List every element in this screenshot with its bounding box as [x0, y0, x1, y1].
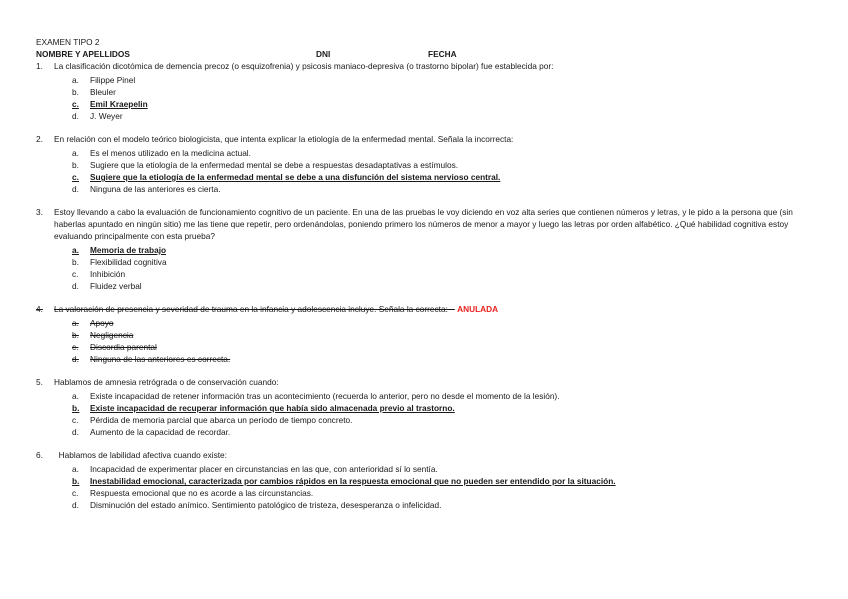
- options-list: [36, 147, 816, 195]
- question-number: 3.: [36, 207, 43, 217]
- option-b: [72, 329, 816, 341]
- exam-title: EXAMEN TIPO 2: [36, 37, 100, 47]
- question-5: [36, 376, 816, 438]
- dni-label: DNI: [316, 49, 331, 59]
- option-d: [72, 110, 816, 122]
- question-number: 5.: [36, 377, 43, 387]
- question-text: Estoy llevando a cabo la evaluación de funcionamiento cognitivo de un paciente. En una de las pruebas le voy diciendo en voz alta series que contienen números y letras, y le pido a la persona que (sin haberlas apuntado en ningún sitio) me las tiene que repetir, pero ordenándolas, poniendo primero los números de menor a mayor y luego las letras por orden alfabético. ¿Qué habilidad cognitiva estoy evaluando principalmente con esta prueba?: [54, 207, 793, 241]
- option-letter: b.: [72, 257, 79, 267]
- option-a: [72, 147, 816, 159]
- option-text: Ninguna de las anteriores es cierta.: [90, 184, 221, 194]
- option-text: Flexibilidad cognitiva: [90, 257, 167, 267]
- options-list: [36, 463, 816, 511]
- option-text: Negligencia: [90, 330, 134, 340]
- question-3: [36, 206, 816, 292]
- option-c: [72, 487, 816, 499]
- option-d: [72, 183, 816, 195]
- question-text: En relación con el modelo teórico biologicista, que intenta explicar la etiología de la enfermedad mental. Señala la incorrecta:: [54, 134, 514, 144]
- option-a: [72, 74, 816, 86]
- option-text: Discordia parental: [90, 342, 157, 352]
- option-letter: a.: [72, 148, 79, 158]
- option-letter: c.: [72, 488, 79, 498]
- question-number: 2.: [36, 134, 43, 144]
- option-text: Inestabilidad emocional, caracterizada por cambios rápidos en la respuesta emocional que no pueden ser entendido por la situación.: [90, 476, 616, 486]
- student-header: [36, 49, 816, 60]
- option-a-correct: [72, 244, 816, 256]
- option-a: [72, 317, 816, 329]
- option-text: Existe incapacidad de retener información tras un acontecimiento (recuerda lo anterior, pero no desde el momento de la lesión).: [90, 391, 560, 401]
- option-letter: c.: [72, 342, 79, 352]
- question-6: [36, 449, 816, 511]
- question-text: La valoración de presencia y severidad de trauma en la infancia y adolescencia incluye. Señala la correcta:: [54, 304, 448, 314]
- question-1: [36, 60, 816, 122]
- option-text: Sugiere que la etiología de la enfermedad mental se debe a una disfunción del sistema nervioso central.: [90, 172, 501, 182]
- option-letter: c.: [72, 269, 79, 279]
- options-list: [36, 317, 816, 365]
- option-a: [72, 390, 816, 402]
- option-letter: d.: [72, 500, 79, 510]
- option-letter: a.: [72, 464, 79, 474]
- option-letter: d.: [72, 281, 79, 291]
- option-letter: c.: [72, 172, 79, 182]
- option-text: Pérdida de memoria parcial que abarca un período de tiempo concreto.: [90, 415, 353, 425]
- options-list: [36, 74, 816, 122]
- question-number: 1.: [36, 61, 43, 71]
- option-text: Emil Kraepelin: [90, 99, 148, 109]
- option-text: Disminución del estado anímico. Sentimiento patológico de tristeza, desesperanza o infelicidad.: [90, 500, 442, 510]
- option-letter: b.: [72, 330, 79, 340]
- option-text: Fluidez verbal: [90, 281, 142, 291]
- question-text: Hablamos de amnesia retrógrada o de conservación cuando:: [54, 377, 279, 387]
- option-letter: c.: [72, 415, 79, 425]
- option-d: [72, 499, 816, 511]
- exam-page: [36, 37, 816, 511]
- question-text: Hablamos de labilidad afectiva cuando existe:: [58, 450, 227, 460]
- option-b: [72, 256, 816, 268]
- question-number: 4.: [36, 304, 43, 314]
- option-d: [72, 353, 816, 365]
- option-c: [72, 341, 816, 353]
- option-text: Filippe Pinel: [90, 75, 136, 85]
- option-c: [72, 414, 816, 426]
- option-letter: b.: [72, 476, 80, 486]
- option-d: [72, 280, 816, 292]
- question-text: La clasificación dicotómica de demencia precoz (o esquizofrenia) y psicosis maniaco-depresiva (o trastorno bipolar) fue establecida por:: [54, 61, 554, 71]
- option-a: [72, 463, 816, 475]
- option-c-correct: [72, 171, 816, 183]
- annulled-badge: ANULADA: [457, 304, 499, 314]
- option-b-correct: [72, 402, 816, 414]
- options-list: [36, 390, 816, 438]
- option-letter: b.: [72, 403, 80, 413]
- option-text: Inhibición: [90, 269, 126, 279]
- option-letter: a.: [72, 391, 79, 401]
- option-letter: a.: [72, 75, 79, 85]
- option-letter: b.: [72, 160, 79, 170]
- option-text: Incapacidad de experimentar placer en circunstancias en las que, con anterioridad sí lo sentía.: [90, 464, 438, 474]
- options-list: [36, 244, 816, 292]
- option-text: J. Weyer: [90, 111, 123, 121]
- date-label: FECHA: [428, 49, 457, 59]
- option-text: Memoria de trabajo: [90, 245, 167, 255]
- option-b-correct: [72, 475, 816, 487]
- option-letter: c.: [72, 99, 79, 109]
- question-4-annulled: [36, 303, 816, 365]
- option-d: [72, 426, 816, 438]
- option-letter: a.: [72, 245, 79, 255]
- option-b: [72, 86, 816, 98]
- name-label: NOMBRE Y APELLIDOS: [36, 49, 130, 59]
- option-letter: a.: [72, 318, 79, 328]
- question-number: 6.: [36, 450, 43, 460]
- question-2: [36, 133, 816, 195]
- option-text: Apoyo: [90, 318, 114, 328]
- option-text: Bleuler: [90, 87, 116, 97]
- option-letter: d.: [72, 184, 79, 194]
- option-text: Ninguna de las anteriores es correcta.: [90, 354, 231, 364]
- option-letter: b.: [72, 87, 79, 97]
- option-text: Aumento de la capacidad de recordar.: [90, 427, 231, 437]
- option-letter: d.: [72, 354, 79, 364]
- option-c: [72, 268, 816, 280]
- option-c-correct: [72, 98, 816, 110]
- option-text: Existe incapacidad de recuperar información que había sido almacenada previo al trastorno.: [90, 403, 455, 413]
- option-text: Sugiere que la etiología de la enfermedad mental se debe a respuestas desadaptativas a estímulos.: [90, 160, 459, 170]
- option-b: [72, 159, 816, 171]
- option-letter: d.: [72, 427, 79, 437]
- option-text: Respuesta emocional que no es acorde a las circunstancias.: [90, 488, 314, 498]
- option-letter: d.: [72, 111, 79, 121]
- option-text: Es el menos utilizado en la medicina actual.: [90, 148, 251, 158]
